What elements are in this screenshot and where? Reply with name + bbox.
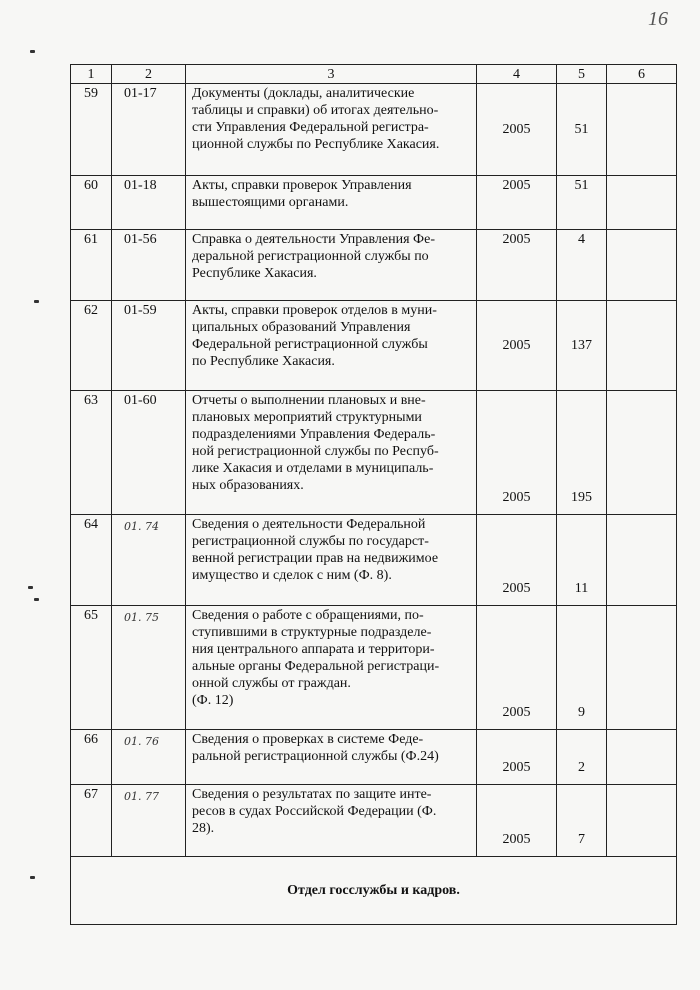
header-cell: 6 xyxy=(607,65,677,84)
table-header-row xyxy=(71,65,677,84)
table-row xyxy=(71,515,677,606)
file-year: 2005 xyxy=(477,230,557,301)
file-count: 4 xyxy=(557,230,607,301)
row-number: 59 xyxy=(71,84,112,176)
file-index-handwritten: 01. 75 xyxy=(112,606,186,730)
section-title: Отдел госслужбы и кадров. xyxy=(71,857,677,925)
row-number: 66 xyxy=(71,730,112,785)
row-number: 63 xyxy=(71,391,112,515)
header-cell: 1 xyxy=(71,65,112,84)
table-row xyxy=(71,730,677,785)
file-count: 51 xyxy=(557,176,607,230)
table-row xyxy=(71,301,677,391)
file-title: Сведения о результатах по защите инте- ресов в судах Российской Федерации (Ф. 28). xyxy=(186,785,477,857)
file-year: 2005 xyxy=(477,391,557,515)
page-number: 16 xyxy=(648,8,668,30)
file-title: Сведения о работе с обращениями, по- ступившими в структурные подразделе- ния центрального аппарата и территори- альные органы Федеральной регистраци- онной службы от граждан. (Ф. 12) xyxy=(186,606,477,730)
file-title: Сведения о проверках в системе Феде- ральной регистрационной службы (Ф.24) xyxy=(186,730,477,785)
table-row xyxy=(71,606,677,730)
row-number: 67 xyxy=(71,785,112,857)
margin-mark xyxy=(34,598,39,601)
file-index: 01-18 xyxy=(112,176,186,230)
file-count: 51 xyxy=(557,84,607,176)
file-year: 2005 xyxy=(477,606,557,730)
file-note xyxy=(607,301,677,391)
file-note xyxy=(607,785,677,857)
margin-mark xyxy=(30,50,35,53)
file-year: 2005 xyxy=(477,515,557,606)
header-cell: 3 xyxy=(186,65,477,84)
row-number: 65 xyxy=(71,606,112,730)
file-year: 2005 xyxy=(477,176,557,230)
table-row xyxy=(71,230,677,301)
file-index-handwritten: 01. 74 xyxy=(112,515,186,606)
file-index: 01-60 xyxy=(112,391,186,515)
file-index: 01-17 xyxy=(112,84,186,176)
file-title: Справка о деятельности Управления Фе- деральной регистрационной службы по Республике Хакасия. xyxy=(186,230,477,301)
file-count: 195 xyxy=(557,391,607,515)
file-index: 01-59 xyxy=(112,301,186,391)
row-number: 64 xyxy=(71,515,112,606)
file-title: Акты, справки проверок отделов в муни- ципальных образований Управления Федеральной регистрационной службы по Республике Хакасия. xyxy=(186,301,477,391)
file-year: 2005 xyxy=(477,785,557,857)
row-number: 60 xyxy=(71,176,112,230)
file-index-handwritten: 01. 76 xyxy=(112,730,186,785)
table-row xyxy=(71,84,677,176)
file-title: Документы (доклады, аналитические таблицы и справки) об итогах деятельно- сти Управления Федеральной регистра- ционной службы по Республике Хакасия. xyxy=(186,84,477,176)
file-note xyxy=(607,84,677,176)
header-cell: 5 xyxy=(557,65,607,84)
file-note xyxy=(607,515,677,606)
file-index: 01-56 xyxy=(112,230,186,301)
inventory-table xyxy=(70,64,677,925)
file-index-handwritten: 01. 77 xyxy=(112,785,186,857)
file-note xyxy=(607,730,677,785)
table-row xyxy=(71,391,677,515)
margin-mark xyxy=(28,586,33,589)
header-cell: 4 xyxy=(477,65,557,84)
margin-mark xyxy=(30,876,35,879)
table-row xyxy=(71,176,677,230)
table-row xyxy=(71,785,677,857)
file-note xyxy=(607,606,677,730)
file-count: 137 xyxy=(557,301,607,391)
file-note xyxy=(607,391,677,515)
margin-mark xyxy=(34,300,39,303)
file-count: 9 xyxy=(557,606,607,730)
section-row xyxy=(71,857,677,925)
file-title: Сведения о деятельности Федеральной регистрационной службы по государст- венной регистрации прав на недвижимое имущество и сделок с ним (Ф. 8). xyxy=(186,515,477,606)
file-note xyxy=(607,176,677,230)
file-year: 2005 xyxy=(477,730,557,785)
file-title: Акты, справки проверок Управления вышестоящими органами. xyxy=(186,176,477,230)
file-title: Отчеты о выполнении плановых и вне- плановых мероприятий структурными подразделениями Управления Федераль- ной регистрационной службы по Респуб- лике Хакасия и отделами в муниципаль- ных образованиях. xyxy=(186,391,477,515)
file-year: 2005 xyxy=(477,301,557,391)
header-cell: 2 xyxy=(112,65,186,84)
row-number: 61 xyxy=(71,230,112,301)
file-count: 11 xyxy=(557,515,607,606)
file-note xyxy=(607,230,677,301)
file-year: 2005 xyxy=(477,84,557,176)
row-number: 62 xyxy=(71,301,112,391)
file-count: 7 xyxy=(557,785,607,857)
file-count: 2 xyxy=(557,730,607,785)
